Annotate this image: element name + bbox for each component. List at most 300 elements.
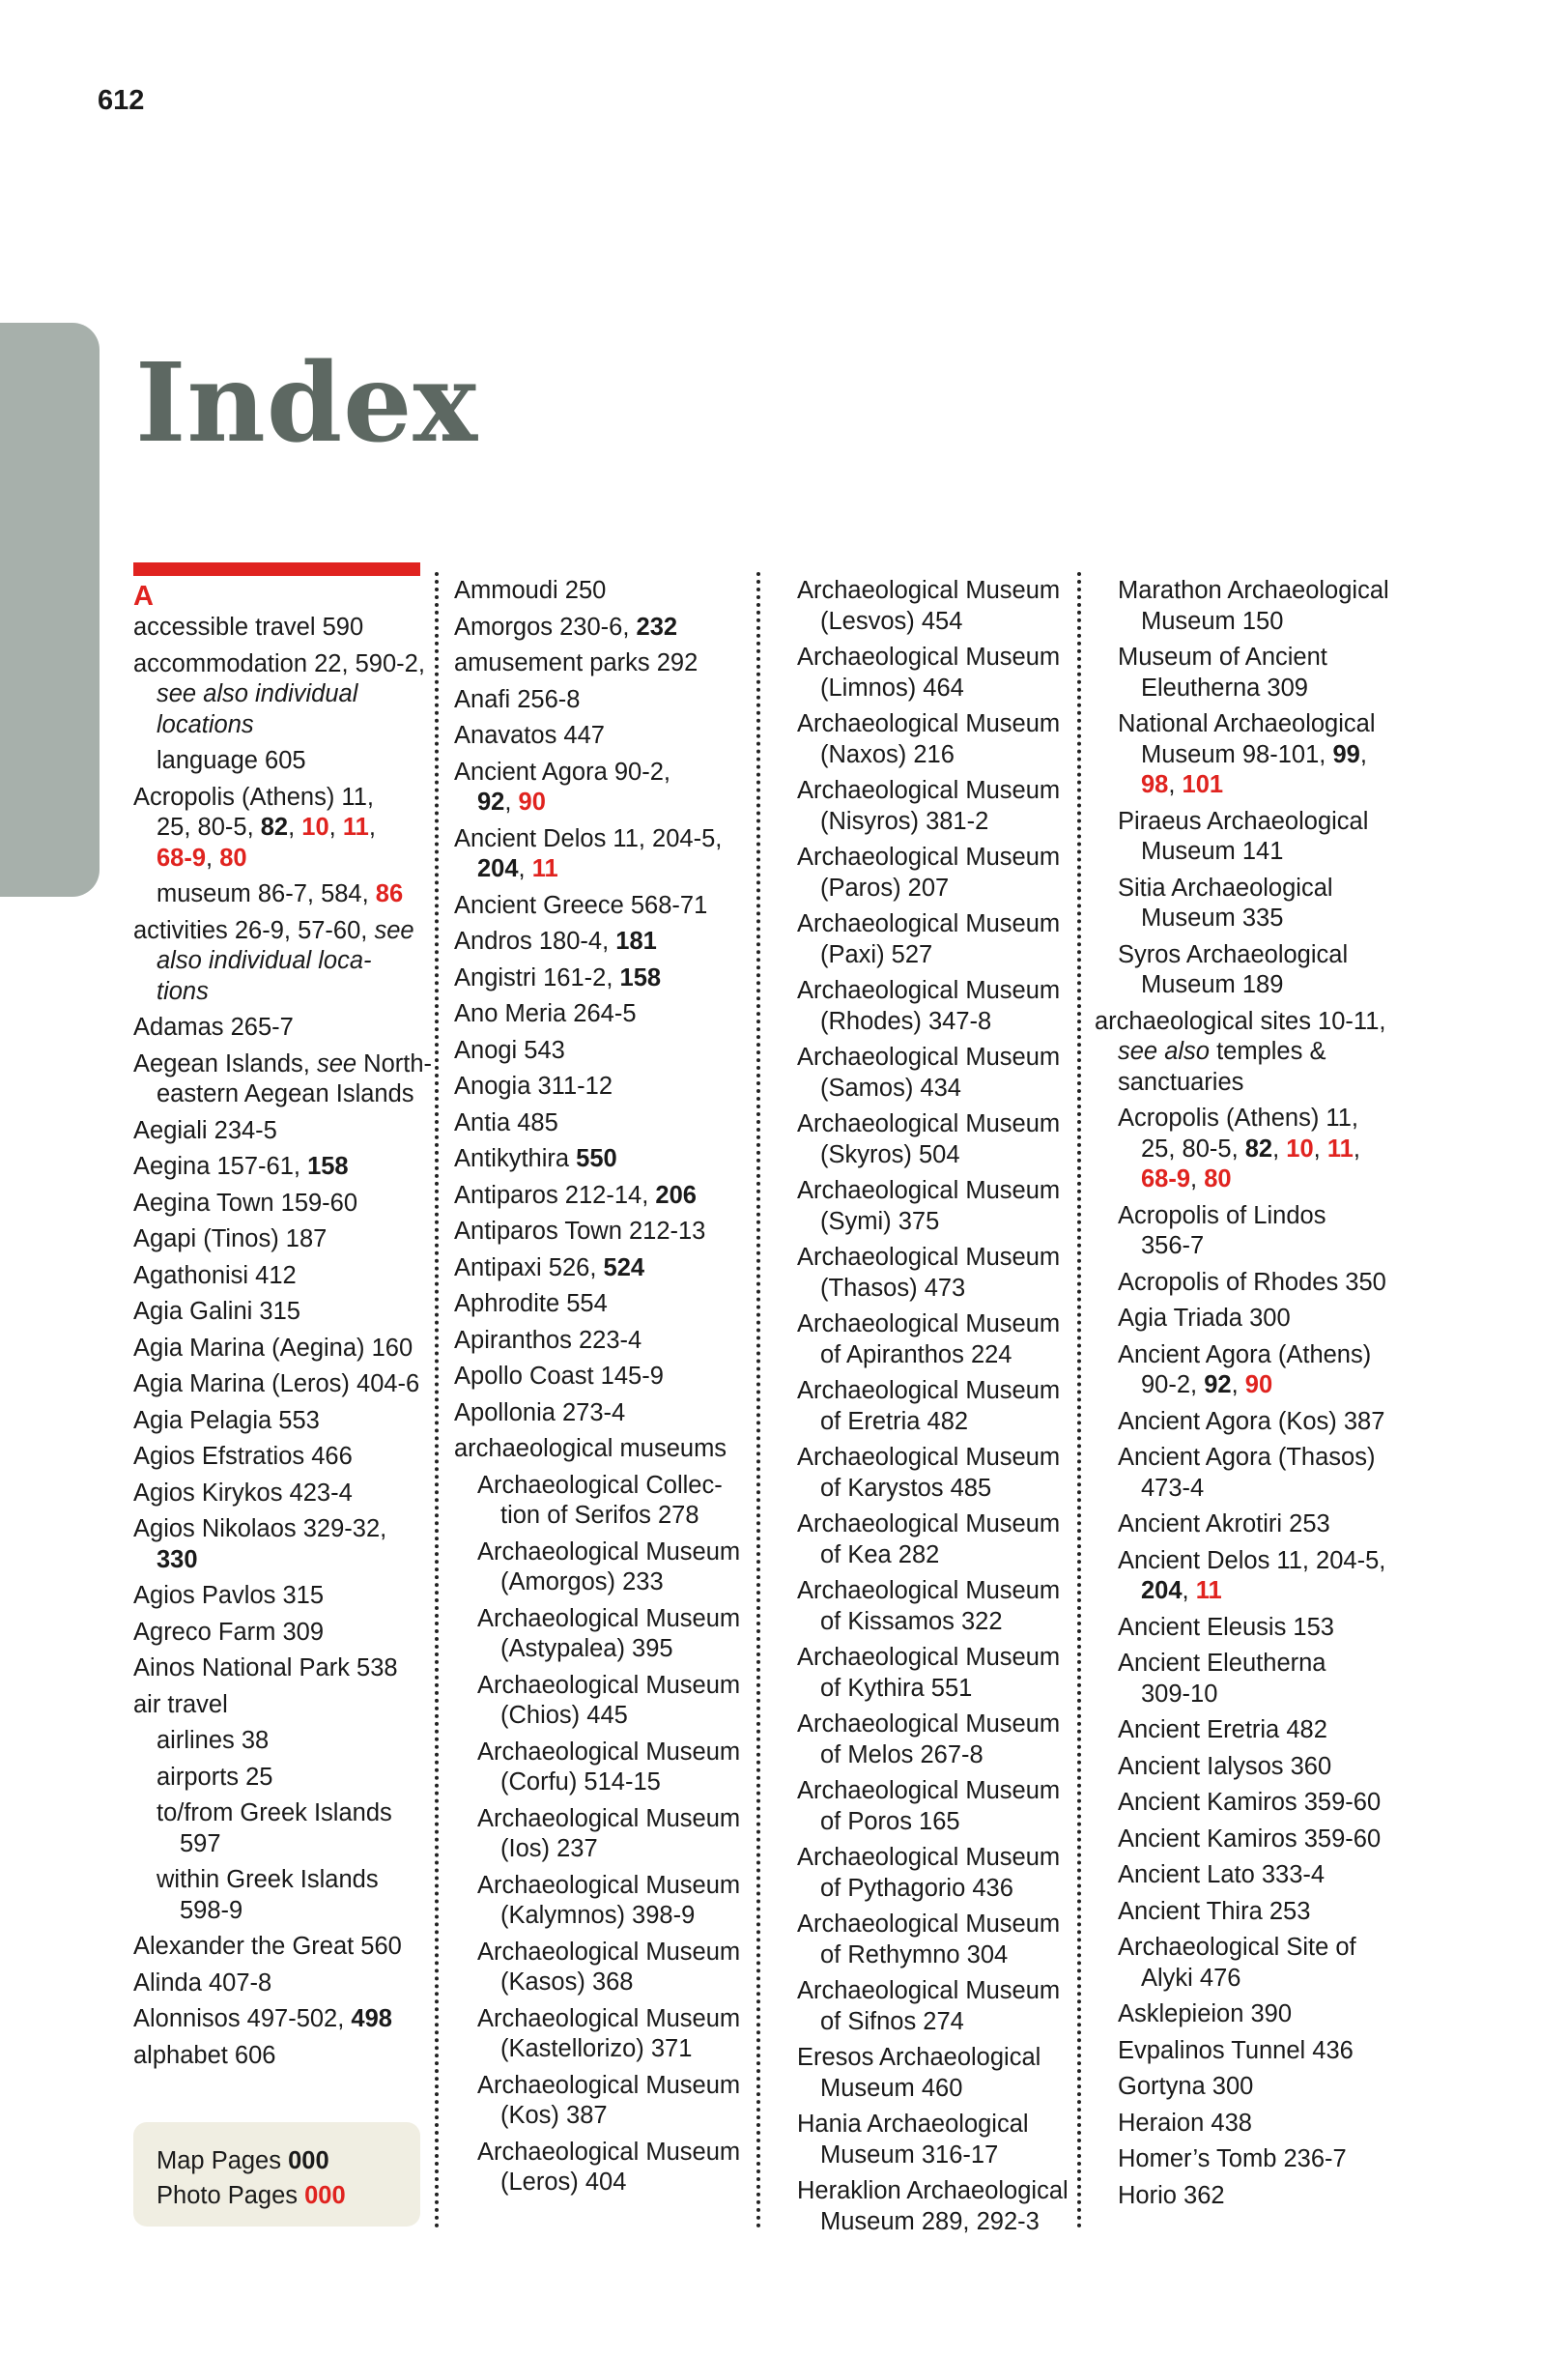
entry-text: 598-9 [180,1896,243,1924]
entry-text: Archaeological Site of [1118,1934,1356,1961]
entry-line [454,1217,744,1248]
index-subentry [133,1726,423,1757]
entry-line [1118,770,1384,801]
index-subentry [1095,1613,1384,1644]
index-subentry [454,2004,744,2065]
entry-text: Acropolis (Athens) 11, [133,783,374,811]
entry-text: Ancient Delos 11, 204-5, [454,824,723,852]
index-entry [133,1618,423,1649]
entry-line [797,1940,1087,1971]
entry-line [797,1576,1087,1607]
index-entries [454,576,744,2198]
entry-line [157,1829,423,1860]
column-separator [756,572,760,2229]
entry-line [454,1108,744,1139]
entry-text: Piraeus Archaeological [1118,807,1369,835]
entry-text: accommodation 22, 590-2, [133,649,425,677]
entry-text: (Corfu) 514-15 [500,1768,661,1796]
entry-line [133,1479,423,1509]
entry-line [477,1901,744,1932]
entry-line [797,976,1087,1007]
entry-line [797,1007,1087,1038]
entry-text: Ancient Thira 253 [1118,1897,1311,1925]
entry-line [454,788,744,819]
entry-text: Archaeological Museum [797,1510,1061,1537]
index-entry [454,927,744,958]
entry-text: Archaeological Museum [797,1044,1061,1071]
entry-text: , [328,814,343,841]
entry-text: 597 [180,1829,221,1857]
index-entry [133,1442,423,1473]
entry-text: Ancient Kamiros 359-60 [1118,1789,1382,1816]
entry-line [1118,807,1384,838]
entry-line [133,783,423,814]
index-entry [454,1108,744,1139]
entry-text: Asklepieion 390 [1118,2000,1293,2027]
entry-text: Alinda 407-8 [133,1968,272,1997]
entry-text: Archaeological Museum [477,2004,741,2032]
entry-line [133,1152,423,1183]
entry-text: Archaeological Museum [797,777,1061,804]
entry-text: Museum 335 [1141,905,1284,932]
index-entry [797,843,1087,904]
entry-text: Antiparos 212-14, [454,1181,656,1209]
map-page-ref: 232 [636,613,678,641]
entry-line [133,813,423,844]
entry-text: Archaeological Museum [797,577,1061,604]
entry-text: Adamas 265-7 [133,1014,294,1041]
entry-text: Gortyna 300 [1118,2073,1254,2100]
index-subentry [1095,874,1384,934]
entry-text: , [1313,1135,1327,1163]
entry-line [1118,1680,1384,1710]
entry-line [477,2138,744,2169]
photo-page-ref: 90 [1244,1371,1273,1398]
entry-line [133,1618,423,1649]
entry-line [157,1763,423,1794]
entry-line [797,1109,1087,1140]
entry-line [1095,1007,1384,1038]
index-subentry [1095,1546,1384,1607]
index-entry [797,1043,1087,1104]
entry-text: Angistri 161-2, [454,963,620,991]
index-subentry [454,1738,744,1798]
entry-line [797,1874,1087,1905]
index-entry [797,2043,1087,2104]
entry-text: Museum 150 [1141,607,1284,635]
photo-page-ref: 80 [219,844,247,872]
entry-text: Antia 485 [454,1108,558,1136]
entry-line [133,946,423,977]
cross-reference-text: see [316,1049,357,1077]
entry-line [1118,1999,1384,2030]
entry-line [454,613,744,644]
entry-text: Agia Marina (Leros) 404-6 [133,1370,420,1397]
entry-text: Syros Archaeological [1118,940,1349,968]
entry-line [454,1181,744,1212]
index-subentry [1095,1649,1384,1710]
entry-text: amusement parks 292 [454,649,698,676]
entry-text: 25, 80-5, [157,814,261,841]
map-page-ref: 498 [351,2005,392,2032]
entry-text: 473-4 [1141,1474,1205,1502]
index-entry [133,1369,423,1400]
photo-page-ref: 11 [1326,1135,1354,1163]
index-subentry [133,1798,423,1859]
entry-line [797,1976,1087,2007]
entry-line [133,613,423,644]
index-entry [133,1116,423,1147]
photo-page-ref: 80 [1204,1165,1232,1192]
entry-line [797,1243,1087,1274]
entry-line [454,721,744,752]
entry-text: (Paxi) 527 [820,940,933,968]
entry-text: of Rethymno 304 [820,1940,1009,1968]
entry-line [797,2007,1087,2038]
entry-line [477,1634,744,1665]
entry-line [477,1834,744,1865]
entry-text: Ancient Agora (Athens) [1118,1340,1372,1368]
cross-reference-text: see [374,916,414,944]
index-subentry [454,1804,744,1865]
index-subentry [454,1871,744,1932]
entry-line [133,1690,423,1721]
entry-text: Amorgos 230-6, [454,613,637,641]
entry-line [1118,1304,1384,1335]
entry-line [1118,970,1384,1001]
index-entry [797,1376,1087,1437]
index-entry [797,776,1087,837]
entry-text: , [504,789,519,816]
entry-text: archaeological museums [454,1435,727,1462]
entry-text: Agia Galini 315 [133,1298,300,1325]
entry-line [1118,1752,1384,1783]
entry-text: Agia Pelagia 553 [133,1406,320,1434]
entry-text: Archaeological Museum [797,1310,1061,1337]
entry-text: (Amorgos) 233 [500,1568,664,1595]
entry-text: National Archaeological [1118,710,1376,737]
entry-line [1118,1268,1384,1299]
entry-line [797,674,1087,704]
entry-line [477,1604,744,1635]
entry-text: Archaeological Museum [477,2071,741,2099]
index-subentry [1095,1340,1384,1401]
entry-text: Archaeological Museum [477,1604,741,1632]
entry-line [477,1938,744,1968]
entry-text: Agios Nikolaos 329-32, [133,1515,387,1542]
index-entry [133,1224,423,1255]
entry-line [477,2168,744,2198]
index-subentry [1095,576,1389,637]
index-entries [133,613,433,2071]
entry-text: Agathonisi 412 [133,1261,297,1289]
index-entry [133,1406,423,1437]
entry-line [797,1309,1087,1340]
index-subentry [1095,1201,1384,1262]
index-entries [797,576,1087,2237]
entry-text: Archaeological Museum [477,1871,741,1899]
entry-text: tion of Serifos 278 [500,1502,699,1529]
index-subentry [1095,940,1384,1001]
photo-page-ref: 86 [375,880,404,907]
entry-line [454,927,744,958]
index-entry [133,1049,433,1110]
entry-text: airlines 38 [157,1727,270,1754]
entry-line [1118,2181,1384,2212]
entry-line [454,1326,744,1357]
entry-line [1118,1231,1384,1262]
entry-text: , [1190,1165,1205,1192]
entry-text: Archaeological Museum [797,1577,1061,1604]
index-entry [133,1514,423,1575]
entry-text: Archaeological Museum [477,1671,741,1699]
legend-photo-pages [157,2178,397,2213]
entry-line [133,1968,423,1999]
index-entry [133,1479,423,1509]
entry-line [133,2004,423,2035]
entry-line [1118,1715,1384,1746]
entry-text: Heraion 438 [1118,2109,1252,2137]
entry-text: of Eretria 482 [820,1407,969,1435]
entry-text: Anavatos 447 [454,722,605,749]
index-entry [797,1176,1087,1237]
entry-text: Museum 460 [820,2074,963,2102]
index-entry [454,1398,744,1429]
entry-line [133,649,423,680]
entry-text: Archaeological Museum [797,710,1061,737]
entry-line [133,2041,423,2072]
cross-reference-text: see also [1118,1038,1210,1065]
entry-text: airports 25 [157,1763,273,1791]
entry-text: Heraklion Archaeological [797,2177,1069,2204]
entry-line [1118,607,1384,638]
entry-line [133,977,423,1008]
entry-text: 90-2, [1141,1371,1205,1398]
entry-text: Aegiali 234-5 [133,1116,277,1144]
map-page-ref: 204 [1141,1577,1183,1604]
index-subentry [454,1537,744,1598]
entry-line [797,643,1087,674]
entry-line [454,891,744,922]
index-subentry [1095,2109,1384,2140]
index-column-4 [1095,576,1389,2217]
entry-text: (Thasos) 473 [820,1274,966,1302]
map-page-ref: 82 [1244,1135,1273,1163]
entry-text: of Melos 267-8 [820,1740,984,1768]
entry-text: Archaeological Museum [477,1804,741,1832]
entry-line [797,1910,1087,1940]
entry-text: of Kythira 551 [820,1674,973,1702]
entry-line [797,1074,1087,1105]
entry-text: Homer’s Tomb 236-7 [1118,2145,1347,2172]
map-page-ref: 550 [576,1145,617,1172]
entry-line [133,1334,423,1365]
entry-text: Hania Archaeological [797,2111,1029,2138]
index-entry [133,1189,423,1220]
entry-text: Evpalinos Tunnel 436 [1118,2036,1354,2064]
index-entry [797,2110,1087,2170]
entry-text: (Naxos) 216 [820,740,955,768]
entry-text: Ancient Akrotiri 253 [1118,1510,1330,1537]
entry-text: archaeological sites 10-11, [1095,1007,1386,1035]
photo-page-ref: 90 [518,789,546,816]
entry-text: (Paros) 207 [820,874,950,902]
entry-text: (Symi) 375 [820,1207,940,1235]
map-page-ref: 158 [619,963,662,991]
entry-text: , [1272,1135,1287,1163]
index-entry [133,1968,423,1999]
entry-text: Antikythira [454,1145,577,1172]
entry-text: Archaeological Museum [797,1777,1061,1804]
entry-text: Ancient Agora 90-2, [454,758,670,786]
index-entry [133,1261,423,1292]
entry-text: Ancient Eretria 482 [1118,1716,1327,1743]
entry-text: (Astypalea) 395 [500,1635,673,1662]
entry-text: , [1353,1135,1360,1163]
entry-line [157,1865,423,1896]
entry-line [454,576,744,607]
legend-photo-value: 000 [304,2182,346,2209]
entry-text: Apollonia 273-4 [454,1398,626,1426]
index-subentry [454,2138,744,2198]
entry-text: , [1168,771,1183,798]
entry-line [477,1701,744,1732]
cross-reference-text: tions [157,977,209,1005]
entry-line [454,1289,744,1320]
entry-line [1118,1613,1384,1644]
entry-line [797,1207,1087,1238]
photo-page-ref: 68-9 [157,844,207,872]
entry-text: Ancient Agora (Thasos) [1118,1444,1376,1471]
map-page-ref: 92 [1204,1371,1232,1398]
entry-text: (Ios) 237 [500,1835,598,1862]
entry-line [1118,1824,1384,1855]
index-entry [454,963,744,994]
entry-line [797,776,1087,807]
photo-page-ref: 68-9 [1141,1165,1191,1192]
index-subentry [1095,1268,1384,1299]
entry-line [133,844,423,875]
index-entry [454,721,744,752]
entry-line [797,1340,1087,1371]
entry-line [1118,643,1384,674]
entry-text: Apiranthos 223-4 [454,1326,642,1354]
entry-text: (Lesvos) 454 [820,607,963,635]
index-subentry [454,1938,744,1998]
entry-text: Museum 98-101, [1141,740,1333,768]
photo-page-ref: 10 [301,814,329,841]
entry-line [797,2141,1087,2171]
entry-line [797,1776,1087,1807]
index-entry [797,576,1087,637]
entry-text: Ancient Delos 11, 204-5, [1118,1546,1386,1574]
index-subentry [1095,2181,1384,2212]
entry-text: 356-7 [1141,1232,1205,1259]
index-entry [797,1576,1087,1637]
entry-text: of Karystos 485 [820,1474,992,1502]
index-subentry [454,1604,744,1665]
entry-text: Archaeological Museum [797,1911,1061,1938]
index-entry [133,1581,423,1612]
entry-line [133,1079,423,1110]
entry-text: of Kea 282 [820,1540,940,1568]
entry-line [133,1013,423,1044]
entry-text: Ammoudi 250 [454,577,607,604]
entry-line [133,1406,423,1437]
entry-text: Archaeological Museum [797,1977,1061,2004]
entry-text: language 605 [157,747,306,774]
entry-text: Archaeological Museum [797,1110,1061,1137]
map-page-ref: 206 [655,1181,697,1209]
entry-text: Antiparos Town 212-13 [454,1218,706,1245]
entry-line [477,1738,744,1768]
entry-text: , [206,844,220,872]
entry-line [1118,1576,1384,1607]
entry-text: Alonnisos 497-502, [133,2005,352,2032]
entry-text: Acropolis (Athens) 11, [1118,1105,1358,1132]
index-entry [797,643,1087,704]
entry-line [797,1140,1087,1171]
entry-line [133,1442,423,1473]
entry-line [477,1871,744,1902]
entry-text: Ancient Lato 333-4 [1118,1861,1326,1888]
index-subentry [454,1671,744,1732]
index-entry [797,909,1087,970]
entry-line [477,2004,744,2035]
entry-line [1095,1068,1384,1099]
entry-text: Agia Triada 300 [1118,1305,1291,1332]
entry-line [797,2074,1087,2105]
entry-text: Agreco Farm 309 [133,1618,325,1646]
entry-text: (Limnos) 464 [820,674,964,702]
entry-line [797,1407,1087,1438]
entry-line [797,1674,1087,1705]
index-subentry [1095,2036,1384,2067]
entry-text: within Greek Islands [157,1866,379,1893]
entry-text: Acropolis of Rhodes 350 [1118,1268,1386,1296]
entry-line [1118,740,1384,771]
entry-line [1118,1546,1384,1577]
entry-text: (Nisyros) 381-2 [820,807,989,835]
photo-page-ref: 98 [1141,771,1169,798]
entry-text: (Kalymnos) 398-9 [500,1902,696,1929]
index-entry [797,1710,1087,1770]
entry-line [797,740,1087,771]
entry-line [1118,1509,1384,1540]
entry-text: North- [356,1049,433,1077]
index-subentry [133,746,423,777]
entry-line [797,1509,1087,1540]
entry-text: (Kos) 387 [500,2102,608,2129]
entry-text: Anogi 543 [454,1036,565,1064]
entry-line [477,1671,744,1702]
index-entry [133,2004,423,2035]
cross-reference-text: see also individual [157,680,358,707]
index-entry [133,1690,423,1721]
entry-text: , [518,855,532,882]
entry-text: Archaeological Collec- [477,1471,723,1499]
entry-text: Archaeological Museum [477,2138,741,2166]
index-entry [454,1253,744,1284]
entry-line [1118,837,1384,868]
entry-line [797,1540,1087,1571]
column-separator [1077,572,1081,2229]
entry-line [1118,2109,1384,2140]
entry-text: Archaeological Museum [477,1537,741,1566]
entry-line [133,1116,423,1147]
map-page-ref: 99 [1332,740,1360,768]
entry-text: Archaeological Museum [797,844,1061,871]
